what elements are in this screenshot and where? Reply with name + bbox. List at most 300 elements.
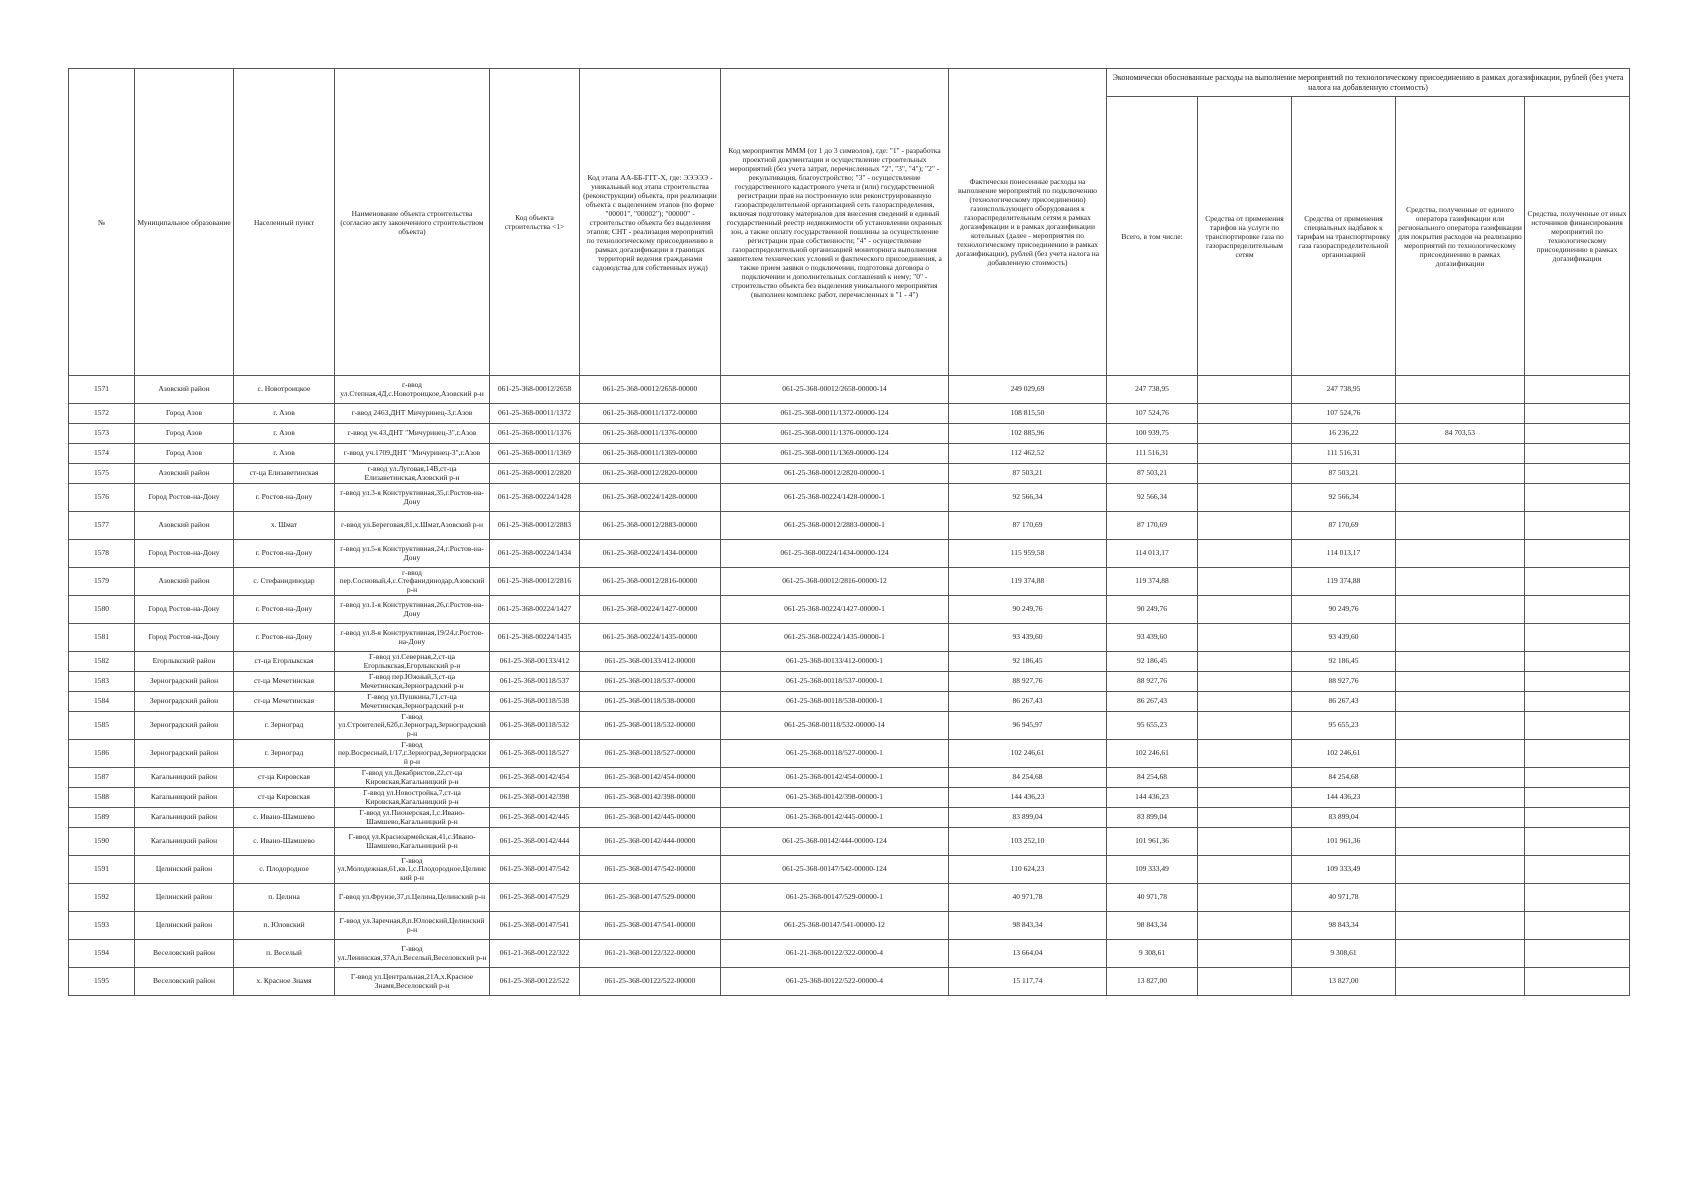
other-funds-cell [1525, 884, 1630, 912]
header-object-name: Наименование объекта строительства (согласно акту законченного строительством объекта) [335, 69, 490, 376]
activity-code-cell: 061-25-368-00012/2820-00000-1 [721, 464, 949, 484]
stage-code-cell: 061-25-368-00012/2883-00000 [580, 512, 721, 540]
operator-funds-cell [1396, 596, 1525, 624]
object-code-cell: 061-25-368-00142/444 [490, 828, 580, 856]
stage-code-cell: 061-25-368-00122/522-00000 [580, 968, 721, 996]
table-row [69, 568, 1630, 596]
other-funds-cell [1525, 940, 1630, 968]
operator-funds-cell [1396, 624, 1525, 652]
other-funds-cell [1525, 424, 1630, 444]
table-row [69, 692, 1630, 712]
markup-funds-cell: 92 566,34 [1292, 484, 1396, 512]
tariff-funds-cell [1198, 712, 1292, 740]
stage-code-cell: 061-25-368-00012/2658-00000 [580, 376, 721, 404]
row-number: 1578 [69, 540, 135, 568]
tariff-funds-cell [1198, 444, 1292, 464]
operator-funds-cell [1396, 912, 1525, 940]
markup-funds-cell: 40 971,78 [1292, 884, 1396, 912]
object-code-cell: 061-25-368-00122/522 [490, 968, 580, 996]
actual-costs-cell: 144 436,23 [949, 788, 1107, 808]
activity-code-cell: 061-25-368-00011/1372-00000-124 [721, 404, 949, 424]
total-cell: 109 333,49 [1107, 856, 1198, 884]
object-name-cell: Г-ввод пер.Южный,3,ст-ца Мечетинская,Зерноградский р-н [335, 672, 490, 692]
markup-funds-cell: 101 961,36 [1292, 828, 1396, 856]
object-name-cell: Г-ввод ул.Молодежная,61,кв.1,с.Плодородное,Целинский р-н [335, 856, 490, 884]
municipality-cell: Зерноградский район [135, 672, 234, 692]
total-cell: 98 843,34 [1107, 912, 1198, 940]
markup-funds-cell: 119 374,88 [1292, 568, 1396, 596]
settlement-cell: с. Ивано-Шамшево [234, 808, 335, 828]
activity-code-cell: 061-25-368-00118/527-00000-1 [721, 740, 949, 768]
other-funds-cell [1525, 568, 1630, 596]
activity-code-cell: 061-25-368-00118/538-00000-1 [721, 692, 949, 712]
row-number: 1580 [69, 596, 135, 624]
actual-costs-cell: 92 186,45 [949, 652, 1107, 672]
header-object-code: Код объекта строительства <1> [490, 69, 580, 376]
table-row [69, 596, 1630, 624]
actual-costs-cell: 86 267,43 [949, 692, 1107, 712]
header-activity-code: Код мероприятия МММ (от 1 до 3 символов), где: "1" - разработка проектной документации и осуществление строительных мероприятий (без учета затрат, перечисленных "2", "3", "4"); "2" - рекультивация, благоустройство; "3" - осуществление государственного кадастрового учета и (или) государственной регистрации прав на построенную или реконструированную газораспределительной организацией сеть газораспределения, включая подготовку материалов для внесения сведений в единый государственный реестр недвижимости об установлении охранных зон, а также оплату государственной пошлины за осуществление регистрации прав собственности; "4" - осуществление газораспределительной организацией мониторинга выполнения заявителем технических условий и фактического присоединения, а также прием заявки о подключении, подготовка договора о подключении и дополнительных соглашений к нему; "0" - строительство объекта без выделения уникального мероприятия (выполнен комплекс работ, перечисленных в "1 - 4") [721, 69, 949, 376]
table-row [69, 672, 1630, 692]
operator-funds-cell [1396, 884, 1525, 912]
stage-code-cell: 061-25-368-00224/1434-00000 [580, 540, 721, 568]
row-number: 1583 [69, 672, 135, 692]
total-cell: 83 899,04 [1107, 808, 1198, 828]
markup-funds-cell: 107 524,76 [1292, 404, 1396, 424]
object-code-cell: 061-25-368-00147/541 [490, 912, 580, 940]
row-number: 1577 [69, 512, 135, 540]
object-code-cell: 061-25-368-00118/527 [490, 740, 580, 768]
tariff-funds-cell [1198, 740, 1292, 768]
other-funds-cell [1525, 512, 1630, 540]
object-name-cell: Г-ввод ул.Ленинская,37А,п.Веселый,Веселовский р-н [335, 940, 490, 968]
markup-funds-cell: 111 516,31 [1292, 444, 1396, 464]
stage-code-cell: 061-25-368-00133/412-00000 [580, 652, 721, 672]
markup-funds-cell: 13 827,00 [1292, 968, 1396, 996]
other-funds-cell [1525, 484, 1630, 512]
municipality-cell: Город Ростов-на-Дону [135, 540, 234, 568]
activity-code-cell: 061-25-368-00118/537-00000-1 [721, 672, 949, 692]
actual-costs-cell: 90 249,76 [949, 596, 1107, 624]
other-funds-cell [1525, 540, 1630, 568]
stage-code-cell: 061-25-368-00118/537-00000 [580, 672, 721, 692]
total-cell: 107 524,76 [1107, 404, 1198, 424]
settlement-cell: п. Целина [234, 884, 335, 912]
settlement-cell: г. Зерноград [234, 740, 335, 768]
markup-funds-cell: 83 899,04 [1292, 808, 1396, 828]
row-number: 1591 [69, 856, 135, 884]
total-cell: 86 267,43 [1107, 692, 1198, 712]
activity-code-cell: 061-25-368-00147/541-00000-12 [721, 912, 949, 940]
settlement-cell: п. Веселый [234, 940, 335, 968]
activity-code-cell: 061-25-368-00012/2658-00000-14 [721, 376, 949, 404]
object-code-cell: 061-25-368-00012/2883 [490, 512, 580, 540]
row-number: 1588 [69, 788, 135, 808]
municipality-cell: Кагальницкий район [135, 788, 234, 808]
header-municipality: Муниципальное образование [135, 69, 234, 376]
actual-costs-cell: 103 252,10 [949, 828, 1107, 856]
tariff-funds-cell [1198, 568, 1292, 596]
table-row [69, 652, 1630, 672]
other-funds-cell [1525, 740, 1630, 768]
header-actual-costs: Фактически понесенные расходы на выполнение мероприятий по подключению (технологическому присоединению) газоиспользующего оборудования к газораспределительным сетям в рамках догазификации и в рамках догазификации котельных (далее - мероприятия по технологическому присоединению в рамках догазификации), рублей (без учета налога на добавленную стоимость) [949, 69, 1107, 376]
municipality-cell: Кагальницкий район [135, 768, 234, 788]
header-markup-funds: Средства от применения специальных надбавок к тарифам на транспортировку газа газораспределительной организацией [1292, 97, 1396, 376]
actual-costs-cell: 15 117,74 [949, 968, 1107, 996]
row-number: 1584 [69, 692, 135, 712]
row-number: 1574 [69, 444, 135, 464]
actual-costs-cell: 92 566,34 [949, 484, 1107, 512]
tariff-funds-cell [1198, 376, 1292, 404]
stage-code-cell: 061-25-368-00147/541-00000 [580, 912, 721, 940]
actual-costs-cell: 87 170,69 [949, 512, 1107, 540]
markup-funds-cell: 114 013,17 [1292, 540, 1396, 568]
object-code-cell: 061-25-368-00142/454 [490, 768, 580, 788]
municipality-cell: Целинский район [135, 912, 234, 940]
other-funds-cell [1525, 788, 1630, 808]
stage-code-cell: 061-25-368-00012/2816-00000 [580, 568, 721, 596]
operator-funds-cell [1396, 540, 1525, 568]
row-number: 1592 [69, 884, 135, 912]
row-number: 1582 [69, 652, 135, 672]
operator-funds-cell [1396, 968, 1525, 996]
municipality-cell: Кагальницкий район [135, 828, 234, 856]
settlement-cell: г. Азов [234, 444, 335, 464]
markup-funds-cell: 88 927,76 [1292, 672, 1396, 692]
table-row [69, 828, 1630, 856]
settlement-cell: ст-ца Мечетинская [234, 692, 335, 712]
table-row [69, 884, 1630, 912]
tariff-funds-cell [1198, 672, 1292, 692]
tariff-funds-cell [1198, 652, 1292, 672]
table-header [69, 69, 1630, 376]
total-cell: 111 516,31 [1107, 444, 1198, 464]
total-cell: 119 374,88 [1107, 568, 1198, 596]
object-name-cell: г-ввод ул.1-я Конструктивная,26,г.Ростов-на-Дону [335, 596, 490, 624]
row-number: 1572 [69, 404, 135, 424]
other-funds-cell [1525, 692, 1630, 712]
total-cell: 90 249,76 [1107, 596, 1198, 624]
stage-code-cell: 061-25-368-00118/527-00000 [580, 740, 721, 768]
header-tariff-funds: Средства от применения тарифов на услуги по транспортировке газа по газораспределительным сетям [1198, 97, 1292, 376]
stage-code-cell: 061-25-368-00142/445-00000 [580, 808, 721, 828]
markup-funds-cell: 102 246,61 [1292, 740, 1396, 768]
object-code-cell: 061-25-368-00224/1435 [490, 624, 580, 652]
operator-funds-cell [1396, 808, 1525, 828]
total-cell: 88 927,76 [1107, 672, 1198, 692]
stage-code-cell: 061-25-368-00224/1428-00000 [580, 484, 721, 512]
row-number: 1571 [69, 376, 135, 404]
markup-funds-cell: 84 254,68 [1292, 768, 1396, 788]
municipality-cell: Город Ростов-на-Дону [135, 596, 234, 624]
actual-costs-cell: 40 971,78 [949, 884, 1107, 912]
other-funds-cell [1525, 376, 1630, 404]
municipality-cell: Зерноградский район [135, 692, 234, 712]
markup-funds-cell: 93 439,60 [1292, 624, 1396, 652]
activity-code-cell: 061-25-368-00118/532-00000-14 [721, 712, 949, 740]
tariff-funds-cell [1198, 512, 1292, 540]
settlement-cell: ст-ца Кировская [234, 768, 335, 788]
municipality-cell: Веселовский район [135, 968, 234, 996]
stage-code-cell: 061-25-368-00011/1369-00000 [580, 444, 721, 464]
activity-code-cell: 061-25-368-00012/2816-00000-12 [721, 568, 949, 596]
total-cell: 144 436,23 [1107, 788, 1198, 808]
operator-funds-cell [1396, 444, 1525, 464]
municipality-cell: Кагальницкий район [135, 808, 234, 828]
tariff-funds-cell [1198, 912, 1292, 940]
settlement-cell: с. Ивано-Шамшево [234, 828, 335, 856]
object-name-cell: г-ввод уч.43,ДНТ "Мичуринец-3",г.Азов [335, 424, 490, 444]
table-row [69, 856, 1630, 884]
total-cell: 95 655,23 [1107, 712, 1198, 740]
table-row [69, 712, 1630, 740]
settlement-cell: г. Азов [234, 404, 335, 424]
row-number: 1593 [69, 912, 135, 940]
activity-code-cell: 061-25-368-00224/1427-00000-1 [721, 596, 949, 624]
object-code-cell: 061-25-368-00012/2816 [490, 568, 580, 596]
object-name-cell: Г-ввод ул.Красноармейская,41,с.Ивано-Шамшево,Кагальницкий р-н [335, 828, 490, 856]
tariff-funds-cell [1198, 596, 1292, 624]
table-row [69, 376, 1630, 404]
other-funds-cell [1525, 672, 1630, 692]
row-number: 1589 [69, 808, 135, 828]
activity-code-cell: 061-25-368-00224/1434-00000-124 [721, 540, 949, 568]
actual-costs-cell: 249 029,69 [949, 376, 1107, 404]
header-total: Всего, в том числе: [1107, 97, 1198, 376]
header-econ-group: Экономически обоснованные расходы на выполнение мероприятий по технологическому присоединению в рамках догазификации, рублей (без учета налога на добавленную стоимость) [1107, 69, 1630, 97]
actual-costs-cell: 96 945,97 [949, 712, 1107, 740]
municipality-cell: Веселовский район [135, 940, 234, 968]
stage-code-cell: 061-25-368-00224/1435-00000 [580, 624, 721, 652]
settlement-cell: х. Шмат [234, 512, 335, 540]
settlement-cell: ст-ца Мечетинская [234, 672, 335, 692]
actual-costs-cell: 88 927,76 [949, 672, 1107, 692]
object-name-cell: г-ввод уч.1709,ДНТ "Мичуринец-3",г.Азов [335, 444, 490, 464]
operator-funds-cell [1396, 940, 1525, 968]
tariff-funds-cell [1198, 940, 1292, 968]
object-name-cell: Г-ввод ул.Пионерская,1,с.Ивано-Шамшево,Кагальницкий р-н [335, 808, 490, 828]
row-number: 1595 [69, 968, 135, 996]
object-name-cell: г-ввод ул.Луговая,14В,ст-ца Елизаветинская,Азовский р-н [335, 464, 490, 484]
activity-code-cell: 061-25-368-00142/398-00000-1 [721, 788, 949, 808]
tariff-funds-cell [1198, 856, 1292, 884]
municipality-cell: Зерноградский район [135, 712, 234, 740]
row-number: 1579 [69, 568, 135, 596]
actual-costs-cell: 110 624,23 [949, 856, 1107, 884]
actual-costs-cell: 119 374,88 [949, 568, 1107, 596]
object-name-cell: Г-ввод ул.Фрунзе,37,п.Целина,Целинский р-н [335, 884, 490, 912]
operator-funds-cell [1396, 376, 1525, 404]
other-funds-cell [1525, 596, 1630, 624]
tariff-funds-cell [1198, 464, 1292, 484]
object-code-cell: 061-25-368-00118/538 [490, 692, 580, 712]
tariff-funds-cell [1198, 404, 1292, 424]
operator-funds-cell [1396, 484, 1525, 512]
row-number: 1576 [69, 484, 135, 512]
table-row [69, 968, 1630, 996]
municipality-cell: Целинский район [135, 856, 234, 884]
other-funds-cell [1525, 856, 1630, 884]
operator-funds-cell [1396, 404, 1525, 424]
object-name-cell: Г-ввод ул.Центральная,21А,х.Красное Знамя,Веселовский р-н [335, 968, 490, 996]
table-row [69, 444, 1630, 464]
table-row [69, 484, 1630, 512]
tariff-funds-cell [1198, 788, 1292, 808]
total-cell: 100 939,75 [1107, 424, 1198, 444]
stage-code-cell: 061-25-368-00012/2820-00000 [580, 464, 721, 484]
stage-code-cell: 061-25-368-00011/1372-00000 [580, 404, 721, 424]
total-cell: 93 439,60 [1107, 624, 1198, 652]
table-row [69, 740, 1630, 768]
operator-funds-cell [1396, 768, 1525, 788]
object-code-cell: 061-25-368-00012/2658 [490, 376, 580, 404]
municipality-cell: Город Ростов-на-Дону [135, 484, 234, 512]
total-cell: 9 308,61 [1107, 940, 1198, 968]
activity-code-cell: 061-25-368-00147/529-00000-1 [721, 884, 949, 912]
table-row [69, 464, 1630, 484]
operator-funds-cell [1396, 828, 1525, 856]
tariff-funds-cell [1198, 484, 1292, 512]
row-number: 1585 [69, 712, 135, 740]
total-cell: 40 971,78 [1107, 884, 1198, 912]
settlement-cell: г. Ростов-на-Дону [234, 540, 335, 568]
activity-code-cell: 061-25-368-00011/1369-00000-124 [721, 444, 949, 464]
markup-funds-cell: 86 267,43 [1292, 692, 1396, 712]
operator-funds-cell [1396, 856, 1525, 884]
object-name-cell: Г-ввод ул.Строителей,62б,г.Зерноград,Зерноградский р-н [335, 712, 490, 740]
table-row [69, 540, 1630, 568]
activity-code-cell: 061-25-368-00011/1376-00000-124 [721, 424, 949, 444]
stage-code-cell: 061-25-368-00118/538-00000 [580, 692, 721, 712]
total-cell: 84 254,68 [1107, 768, 1198, 788]
object-name-cell: г-ввод ул.3-я Конструктивная,35,г.Ростов-на-Дону [335, 484, 490, 512]
total-cell: 247 738,95 [1107, 376, 1198, 404]
markup-funds-cell: 109 333,49 [1292, 856, 1396, 884]
activity-code-cell: 061-25-368-00224/1428-00000-1 [721, 484, 949, 512]
tariff-funds-cell [1198, 692, 1292, 712]
operator-funds-cell [1396, 652, 1525, 672]
municipality-cell: Егорлыкский район [135, 652, 234, 672]
header-num: № [69, 69, 135, 376]
object-code-cell: 061-25-368-00224/1434 [490, 540, 580, 568]
table-row [69, 940, 1630, 968]
stage-code-cell: 061-25-368-00142/398-00000 [580, 788, 721, 808]
activity-code-cell: 061-25-368-00133/412-00000-1 [721, 652, 949, 672]
object-code-cell: 061-25-368-00147/529 [490, 884, 580, 912]
operator-funds-cell [1396, 512, 1525, 540]
other-funds-cell [1525, 652, 1630, 672]
table-row [69, 808, 1630, 828]
settlement-cell: г. Ростов-на-Дону [234, 596, 335, 624]
activity-code-cell: 061-25-368-00142/445-00000-1 [721, 808, 949, 828]
object-name-cell: г-ввод пер.Сосновый,4,с.Стефанидинодар,Азовский р-н [335, 568, 490, 596]
operator-funds-cell [1396, 464, 1525, 484]
object-name-cell: г-ввод ул.8-я Конструктивная,19/24,г.Ростов-на-Дону [335, 624, 490, 652]
actual-costs-cell: 83 899,04 [949, 808, 1107, 828]
object-name-cell: Г-ввод ул.Заречная,8,п.Юловский,Целинский р-н [335, 912, 490, 940]
settlement-cell: с. Плодородное [234, 856, 335, 884]
settlement-cell: с. Новотроицкое [234, 376, 335, 404]
other-funds-cell [1525, 768, 1630, 788]
activity-code-cell: 061-25-368-00224/1435-00000-1 [721, 624, 949, 652]
object-name-cell: Г-ввод ул.Новостройка,7,ст-ца Кировская,Кагальницкий р-н [335, 788, 490, 808]
total-cell: 87 503,21 [1107, 464, 1198, 484]
settlement-cell: г. Ростов-на-Дону [234, 624, 335, 652]
municipality-cell: Город Ростов-на-Дону [135, 624, 234, 652]
actual-costs-cell: 102 246,61 [949, 740, 1107, 768]
activity-code-cell: 061-25-368-00142/444-00000-124 [721, 828, 949, 856]
markup-funds-cell: 9 308,61 [1292, 940, 1396, 968]
markup-funds-cell: 247 738,95 [1292, 376, 1396, 404]
actual-costs-cell: 102 885,96 [949, 424, 1107, 444]
table-row [69, 768, 1630, 788]
actual-costs-cell: 112 462,52 [949, 444, 1107, 464]
municipality-cell: Азовский район [135, 376, 234, 404]
activity-code-cell: 061-25-368-00147/542-00000-124 [721, 856, 949, 884]
total-cell: 101 961,36 [1107, 828, 1198, 856]
row-number: 1586 [69, 740, 135, 768]
activity-code-cell: 061-25-368-00122/522-00000-4 [721, 968, 949, 996]
operator-funds-cell [1396, 788, 1525, 808]
table-row [69, 424, 1630, 444]
total-cell: 87 170,69 [1107, 512, 1198, 540]
stage-code-cell: 061-25-368-00147/542-00000 [580, 856, 721, 884]
activity-code-cell: 061-21-368-00122/322-00000-4 [721, 940, 949, 968]
actual-costs-cell: 115 959,58 [949, 540, 1107, 568]
tariff-funds-cell [1198, 624, 1292, 652]
other-funds-cell [1525, 828, 1630, 856]
object-code-cell: 061-25-368-00224/1427 [490, 596, 580, 624]
object-name-cell: Г-ввод ул.Декабристов,22,ст-ца Кировская,Кагальницкий р-н [335, 768, 490, 788]
stage-code-cell: 061-21-368-00122/322-00000 [580, 940, 721, 968]
other-funds-cell [1525, 404, 1630, 424]
table-row [69, 404, 1630, 424]
object-code-cell: 061-25-368-00118/532 [490, 712, 580, 740]
operator-funds-cell [1396, 712, 1525, 740]
row-number: 1581 [69, 624, 135, 652]
table-row [69, 624, 1630, 652]
other-funds-cell [1525, 624, 1630, 652]
actual-costs-cell: 98 843,34 [949, 912, 1107, 940]
object-code-cell: 061-25-368-00011/1376 [490, 424, 580, 444]
object-code-cell: 061-21-368-00122/322 [490, 940, 580, 968]
object-name-cell: г-ввод 2463,ДНТ Мичуринец-3,г.Азов [335, 404, 490, 424]
stage-code-cell: 061-25-368-00142/444-00000 [580, 828, 721, 856]
object-name-cell: г-ввод ул.5-я Конструктивная,24,г.Ростов-на-Дону [335, 540, 490, 568]
stage-code-cell: 061-25-368-00224/1427-00000 [580, 596, 721, 624]
row-number: 1573 [69, 424, 135, 444]
object-name-cell: Г-ввод пер.Восресный,1/17,г.Зерноград,Зерноградский р-н [335, 740, 490, 768]
object-name-cell: Г-ввод ул.Северная,2,ст-ца Егорлыкская,Егорлыкский р-н [335, 652, 490, 672]
header-other-funds: Средства, полученные от иных источников финансирования мероприятий по технологическому присоединению в рамках догазификации [1525, 97, 1630, 376]
tariff-funds-cell [1198, 968, 1292, 996]
other-funds-cell [1525, 712, 1630, 740]
settlement-cell: п. Юловский [234, 912, 335, 940]
municipality-cell: Азовский район [135, 464, 234, 484]
row-number: 1594 [69, 940, 135, 968]
markup-funds-cell: 144 436,23 [1292, 788, 1396, 808]
stage-code-cell: 061-25-368-00011/1376-00000 [580, 424, 721, 444]
table-row [69, 512, 1630, 540]
stage-code-cell: 061-25-368-00147/529-00000 [580, 884, 721, 912]
total-cell: 92 566,34 [1107, 484, 1198, 512]
total-cell: 92 186,45 [1107, 652, 1198, 672]
tariff-funds-cell [1198, 424, 1292, 444]
object-code-cell: 061-25-368-00224/1428 [490, 484, 580, 512]
operator-funds-cell [1396, 740, 1525, 768]
municipality-cell: Азовский район [135, 512, 234, 540]
object-code-cell: 061-25-368-00142/398 [490, 788, 580, 808]
